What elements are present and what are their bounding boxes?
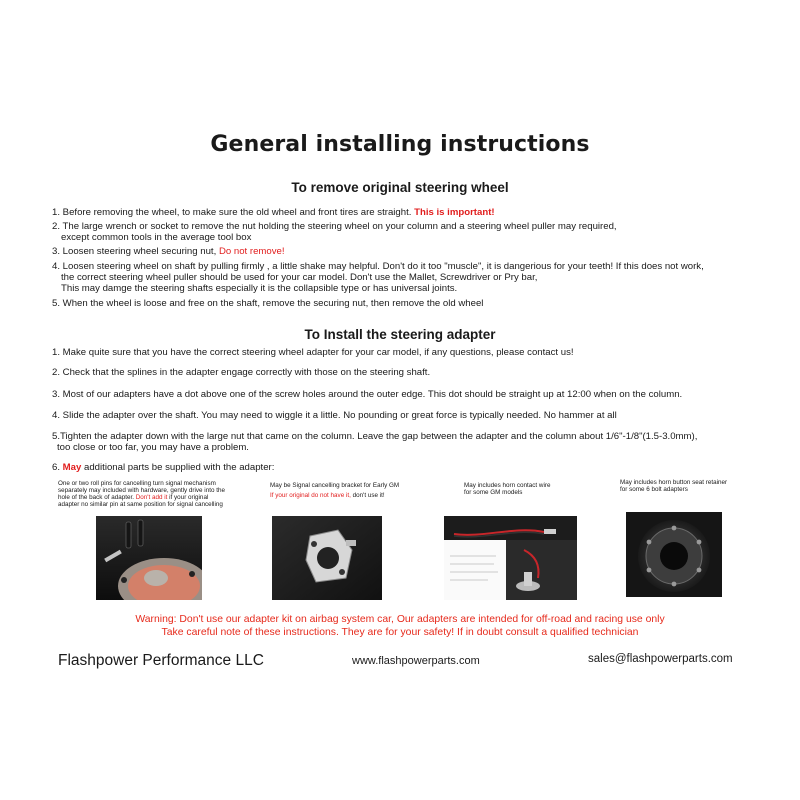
remove-step-4 bbox=[52, 262, 704, 273]
page-title: General installing instructions bbox=[210, 132, 590, 157]
caption-line: May includes horn contact wire bbox=[464, 482, 551, 489]
caption-warning: If your original do not have it, bbox=[270, 492, 351, 499]
warning-line-1: Warning: Don't use our adapter kit on airbag system car, Our adapters are intended for off-road and racing use only bbox=[135, 614, 665, 625]
install-step-5: 5.Tighten the adapter down with the large nut that came on the column. Leave the gap between the adapter and the column about 1/6"-1/8"(1.5-3.0mm), bbox=[52, 431, 698, 442]
remove-step-3 bbox=[52, 247, 285, 258]
install-step-4: 4. Slide the adapter over the shaft. You may need to wiggle it a little. No pounding or great force is typically needed. No hammer at all bbox=[52, 410, 617, 421]
install-step-3: 3. Most of our adapters have a dot above one of the screw holes around the outer edge. This dot should be straight up at 12:00 when on the column. bbox=[52, 389, 683, 400]
step-number: 6. bbox=[52, 462, 63, 473]
install-step-1: 1. Make quite sure that you have the correct steering wheel adapter for your car model, if any questions, please contact us! bbox=[52, 347, 574, 358]
remove-step-1 bbox=[52, 208, 495, 219]
roll-pin-photo-icon bbox=[96, 516, 202, 600]
caption-line: One or two roll pins for cancelling turn signal mechanism bbox=[58, 480, 216, 487]
caption-line: May includes horn button seat retainer bbox=[620, 479, 728, 486]
caption-line: for some 6 bolt adapters bbox=[620, 486, 688, 493]
part-caption-horn-retainer bbox=[620, 479, 727, 493]
install-step-5-cont: too close or too far, you may have a problem. bbox=[57, 442, 249, 453]
remove-step-2-cont: except common tools in the average tool box bbox=[61, 232, 252, 243]
remove-step-4-cont-2: This may damge the steering shafts especially it is the collapsible type or has universal joints. bbox=[61, 283, 458, 294]
step-text: 1. Before removing the wheel, to make sure the old wheel and front tires are straight. bbox=[52, 207, 415, 218]
install-step-2: 2. Check that the splines in the adapter engage correctly with those on the steering shaft. bbox=[52, 367, 431, 378]
caption-warning: Don't add it bbox=[135, 494, 168, 501]
may-emphasis: May bbox=[62, 462, 82, 473]
warning-note: Do not remove! bbox=[218, 246, 285, 257]
step-text: additional parts be supplied with the adapter: bbox=[81, 462, 275, 473]
caption-line: adapter no similar pin at same position for signal cancelling bbox=[58, 501, 223, 508]
remove-heading: To remove original steering wheel bbox=[291, 180, 509, 195]
remove-step-5: 5. When the wheel is loose and free on the shaft, remove the securing nut, then remove the old wheel bbox=[52, 298, 484, 309]
caption-line: May be Signal cancelling bracket for Early GM bbox=[270, 482, 400, 489]
caption-line: hole of the back of adapter. bbox=[58, 494, 136, 501]
cancelling-bracket-photo-icon bbox=[272, 516, 382, 600]
caption-line: don't use it! bbox=[350, 492, 385, 499]
step-text: 4. Loosen steering wheel on shaft by pulling firmly , a little shake may helpful. Don't do it too "muscle", it is dangerious for your teeth! If this does not work, bbox=[52, 261, 704, 272]
website-link[interactable]: www.flashpowerparts.com bbox=[352, 655, 480, 667]
horn-retainer-photo-icon bbox=[626, 512, 722, 597]
step-text: 2. The large wrench or socket to remove the nut holding the steering wheel on your column and a steering wheel puller may required, bbox=[52, 221, 617, 232]
caption-line: if your original bbox=[167, 494, 209, 501]
important-note: This is important! bbox=[414, 207, 495, 218]
step-text: 3. Loosen steering wheel securing nut, bbox=[52, 246, 219, 257]
warning-line-2: Take careful note of these instructions. They are for your safety! If in doubt consult a qualified technician bbox=[161, 627, 639, 638]
part-caption-horn-wire bbox=[464, 482, 550, 496]
horn-wire-photo-icon bbox=[444, 516, 577, 600]
install-heading: To Install the steering adapter bbox=[304, 327, 496, 342]
part-caption-roll-pins bbox=[58, 480, 225, 508]
company-name: Flashpower Performance LLC bbox=[58, 652, 264, 669]
part-caption-bracket bbox=[270, 482, 399, 499]
caption-line: for some GM models bbox=[464, 489, 523, 496]
install-step-6 bbox=[52, 463, 274, 474]
remove-step-4-cont-1: the correct steering wheel puller should be used for your car model. Don't use the Mallet, Screwdriver or Pry bar, bbox=[61, 272, 538, 283]
email-link[interactable]: sales@flashpowerparts.com bbox=[588, 653, 733, 665]
remove-step-2 bbox=[52, 222, 617, 233]
caption-line: separately may included with hardware, gently drive into the bbox=[58, 487, 225, 494]
